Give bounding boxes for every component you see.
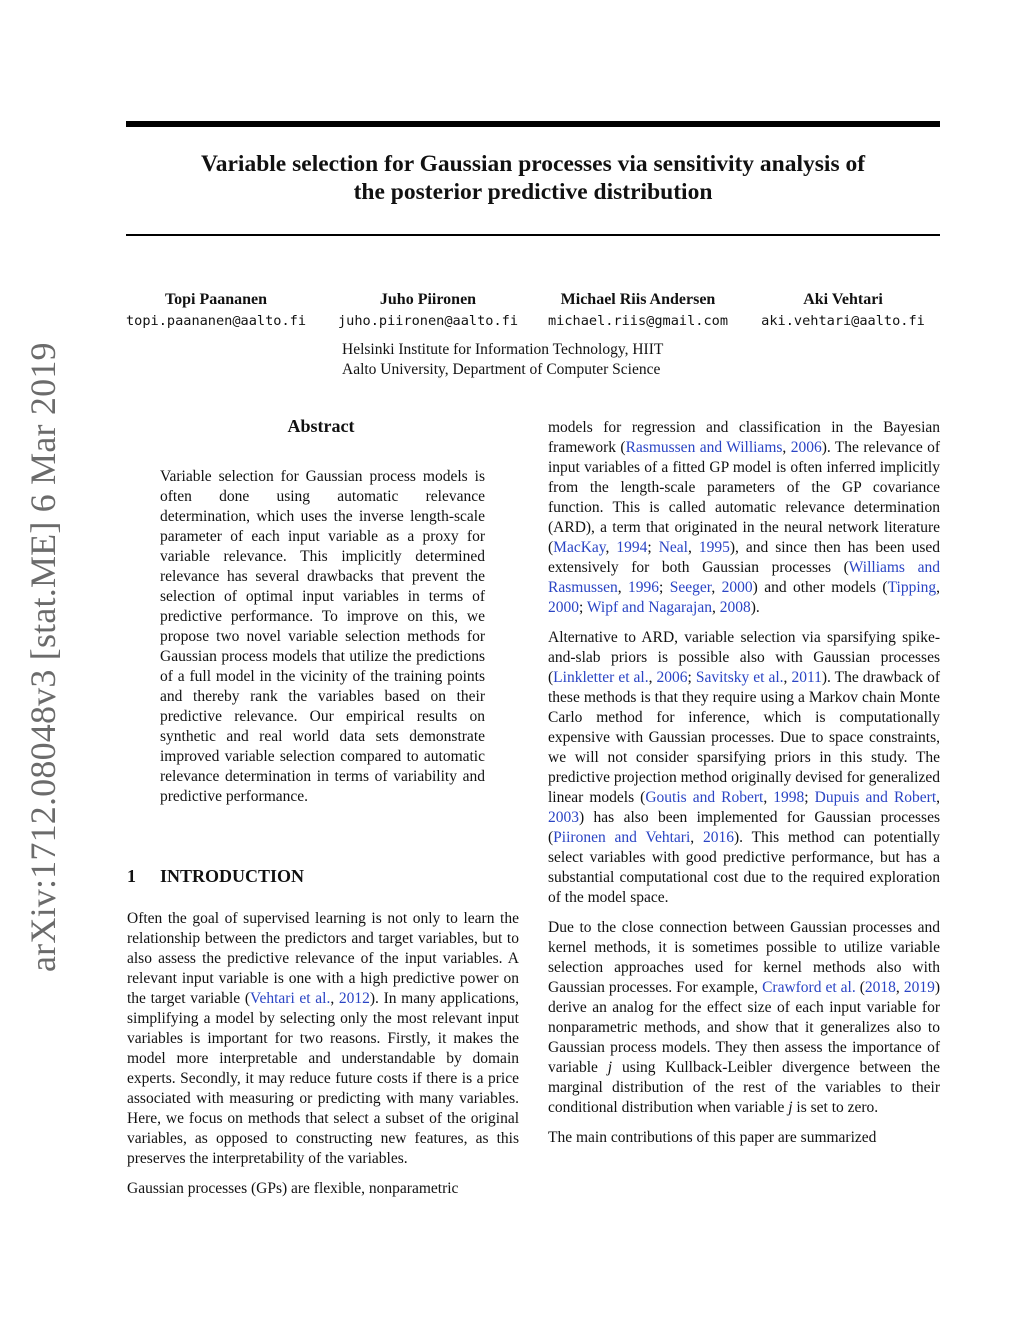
section-title: INTRODUCTION <box>160 866 305 886</box>
section-number: 1 <box>127 866 136 886</box>
citation-link[interactable]: 2011 <box>791 669 822 686</box>
author-block-paananen <box>106 289 326 331</box>
citation-link[interactable]: Wipf and Nagarajan <box>586 599 712 616</box>
author-email[interactable]: juho.piironen@aalto.fi <box>337 313 519 329</box>
left-column <box>127 909 519 1209</box>
author-block-andersen <box>528 289 748 331</box>
paragraph: The main contributions of this paper are summarized <box>548 1129 877 1146</box>
top-rule <box>126 121 940 127</box>
author-email[interactable]: aki.vehtari@aalto.fi <box>761 313 925 329</box>
author-block-piironen <box>318 289 538 331</box>
citation-link[interactable]: 1995 <box>698 539 730 556</box>
citation-link[interactable]: 2003 <box>548 809 579 826</box>
citation-link[interactable]: Crawford et al. <box>762 979 856 996</box>
paragraph: Alternative to ARD, variable selection via sparsifying spike-and-slab priors is possible also with Gaussian processes (Linkletter et al., 2006; Savitsky et al., 2011). The drawback of these methods is that they require using a Markov chain Monte Carlo method for inference, which is computationally expensive with Gaussian processes. Due to space constraints, we will not consider sparsifying priors in this study. The predictive projection method originally devised for generalized linear models (Goutis and Robert, 1998; Dupuis and Robert, 2003) has also been implemented for Gaussian processes (Piironen and Vehtari, 2016). This method can potentially select variables with good predictive performance, but has a substantial computational cost due to the required exploration of the model space. <box>548 629 941 906</box>
citation-link[interactable]: Dupuis and Robert <box>814 789 937 806</box>
abstract-text: Variable selection for Gaussian process models is often done using automatic relevance determination, which uses the inverse length-scale parameter of each input variable as a proxy for variable relevance. This implicitly determined relevance has several drawbacks that prevent the selection of optimal input variables in terms of predictive performance. To improve on this, we propose two novel variable selection methods for Gaussian process models that utilize the predictions of a full model in the vicinity of the training points and thereby rank the variables based on their predictive relevance. Our empirical results on synthetic and real world data sets demonstrate improved variable selection compared to automatic relevance determination in terms of variability and predictive performance. <box>160 468 485 805</box>
arxiv-identifier: arXiv:1712.08048v3 [stat.ME] 6 Mar 2019 <box>23 342 63 972</box>
paper-title <box>126 150 940 206</box>
author-name: Michael Riis Andersen <box>560 291 716 308</box>
math-variable: j <box>607 1059 613 1076</box>
author-name: Juho Piironen <box>379 291 477 308</box>
citation-link[interactable]: 1994 <box>616 539 648 556</box>
citation-link[interactable]: 2006 <box>790 439 822 456</box>
paragraph: Gaussian processes (GPs) are flexible, nonparametric <box>127 1180 459 1197</box>
math-variable: j <box>788 1099 793 1116</box>
citation-link[interactable]: MacKay <box>553 539 606 556</box>
citation-link[interactable]: 1996 <box>628 579 660 596</box>
affiliation-line: Helsinki Institute for Information Technology, HIIT <box>342 341 664 358</box>
affiliation <box>342 340 663 380</box>
citation-link[interactable]: Goutis and Robert <box>645 789 764 806</box>
citation-link[interactable]: Rasmussen and Williams <box>625 439 783 456</box>
paragraph: Due to the close connection between Gaussian processes and kernel methods, it is sometimes possible to utilize variable selection approaches used for kernel methods also with Gaussian processes. For example, Crawford et al. (2018, 2019) derive an analog for the effect size of each input variable for nonparametric methods, and show that it generalizes also to Gaussian process models. They then assess the importance of variable j using Kullback-Leibler divergence between the marginal distribution of the rest of the variables to their conditional distribution when variable j is set to zero. <box>548 919 940 1116</box>
bottom-rule <box>126 234 940 236</box>
section-heading-introduction <box>127 866 304 887</box>
citation-link[interactable]: Williams and Rasmussen <box>548 559 940 596</box>
citation-link[interactable]: 2000 <box>721 579 753 596</box>
citation-link[interactable]: 2012 <box>338 990 370 1007</box>
citation-link[interactable]: Vehtari et al. <box>250 990 331 1007</box>
title-line: Variable selection for Gaussian processes via sensitivity analysis of <box>200 151 866 177</box>
affiliation-line: Aalto University, Department of Computer Science <box>342 361 661 378</box>
citation-link[interactable]: 2016 <box>703 829 734 846</box>
title-line: the posterior predictive distribution <box>353 179 713 205</box>
author-name: Aki Vehtari <box>803 291 883 308</box>
citation-link[interactable]: Savitsky et al. <box>695 669 784 686</box>
author-name: Topi Paananen <box>164 291 268 308</box>
citation-link[interactable]: 2018 <box>864 979 896 996</box>
citation-link[interactable]: Linkletter et al. <box>553 669 649 686</box>
citation-link[interactable]: 2006 <box>656 669 688 686</box>
author-block-vehtari <box>733 289 953 331</box>
citation-link[interactable]: Seeger <box>669 579 712 596</box>
paragraph: Often the goal of supervised learning is not only to learn the relationship between the predictors and target variables, but to also assess the predictive relevance of the input variables. A relevant input variable is one with a high predictive power on the target variable (Vehtari et al., 2012). In many applications, simplifying a model by selecting only the most relevant input variables is important for two reasons. Firstly, it makes the model more interpretable and understandable by domain experts. Secondly, it may reduce future costs if there is a price associated with measuring or predicting with many variables. Here, we focus on methods that select a subset of the original variables, as opposed to constructing new features, as this preserves the interpretability of the variables. <box>127 910 520 1167</box>
citation-link[interactable]: 1998 <box>773 789 805 806</box>
citation-link[interactable]: 2008 <box>719 599 751 616</box>
right-column <box>548 418 940 1158</box>
abstract-heading: Abstract <box>287 416 355 436</box>
citation-link[interactable]: 2019 <box>903 979 935 996</box>
citation-link[interactable]: Neal <box>658 539 688 556</box>
citation-link[interactable]: Piironen and Vehtari <box>553 829 691 846</box>
citation-link[interactable]: Tipping <box>887 579 937 596</box>
author-email[interactable]: michael.riis@gmail.com <box>547 313 729 329</box>
paragraph: models for regression and classification in the Bayesian framework (Rasmussen and Williams, 2006). The relevance of input variables of a fitted GP model is often inferred implicitly from the length-scale parameters of the GP covariance function. This is called automatic relevance determination (ARD), a term that originated in the neural network literature (MacKay, 1994; Neal, 1995), and since then has been used extensively for both Gaussian processes (Williams and Rasmussen, 1996; Seeger, 2000) and other models (Tipping, 2000; Wipf and Nagarajan, 2008). <box>548 419 941 616</box>
author-email[interactable]: topi.paananen@aalto.fi <box>125 313 307 329</box>
citation-link[interactable]: 2000 <box>548 599 579 616</box>
